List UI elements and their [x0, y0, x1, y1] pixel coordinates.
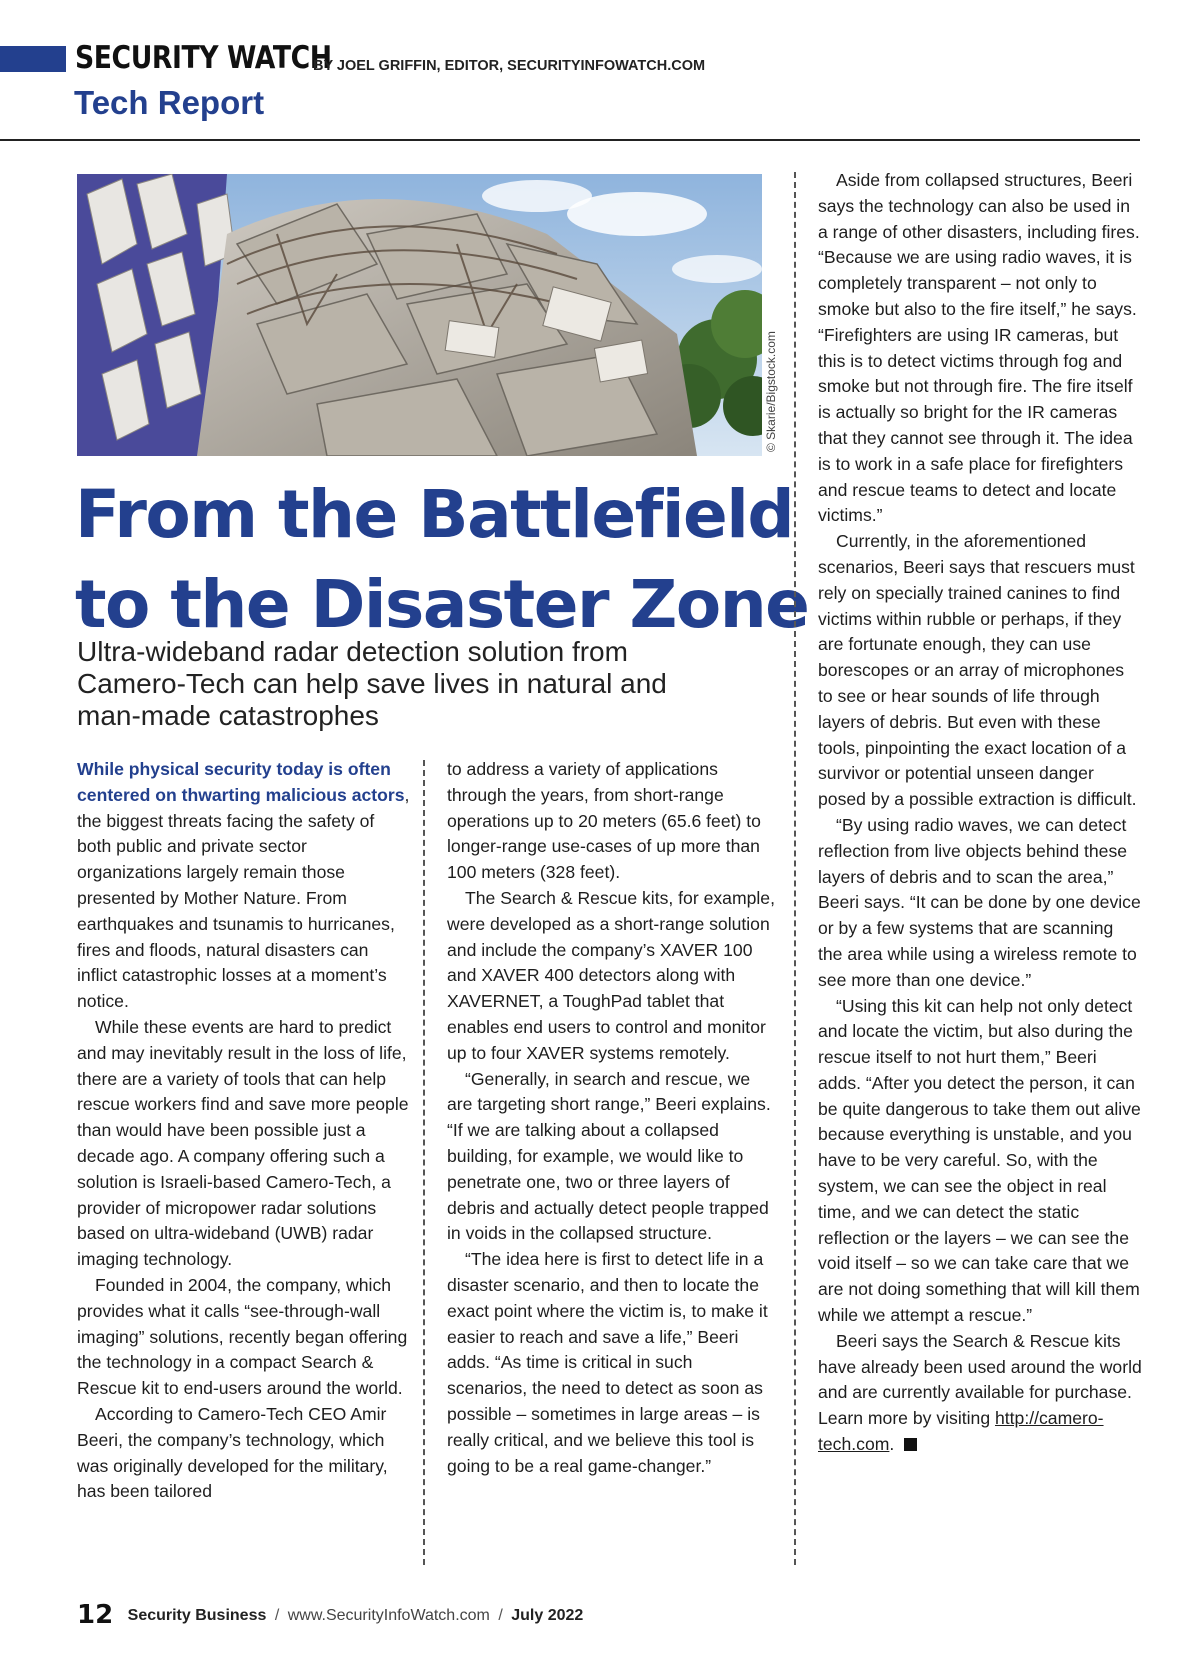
footer-separator: /	[498, 1607, 503, 1624]
camero-tech-link[interactable]: http://camero-tech.com	[818, 1408, 1104, 1455]
section-title: SECURITY WATCH	[75, 40, 332, 76]
article-paragraph: While these events are hard to predict and may inevitably result in the loss of life, there are a variety of tools that can help rescue workers find and save more people than would have been possible just a decade ago. A company offering such a solution is Israeli-based Camero-Tech, a provider of micropower radar solutions based on ultra-wideband (UWB) radar imaging technology.	[77, 1016, 409, 1270]
closing-text: Beeri says the Search & Rescue kits have already been used around the world and are currently available for purchase. Learn more by visiting	[818, 1330, 1142, 1429]
footer-separator: /	[274, 1607, 280, 1624]
article-paragraph: According to Camero-Tech CEO Amir Beeri, the company’s technology, which was originally developed for the military, has been tailored	[77, 1403, 388, 1502]
link-period: .	[889, 1434, 895, 1455]
headline-line-1: From the Battlefield	[75, 476, 794, 553]
footer-website: www.SecurityInfoWatch.com	[287, 1607, 490, 1624]
collapsed-building-illustration	[77, 174, 762, 456]
article-column-1	[77, 757, 413, 1505]
deck-line-1: Ultra-wideband radar detection solution from	[77, 636, 628, 667]
article-paragraph: “The idea here is first to detect life in a disaster scenario, and then to locate the exact point where the victim is, to make it easier to reach and save a life,” Beeri adds. “As time is critical in such scenarios, the need to detect as soon as possible – sometimes in large areas – is really critical, and we believe this tool is going to be a real game-changer.”	[447, 1249, 768, 1476]
deck-line-2: Camero-Tech can help save lives in natural and	[77, 668, 667, 699]
article-column-3	[818, 168, 1142, 1458]
lead-paragraph-text: , the biggest threats facing the safety of both public and private sector organizations largely remain those presented by Mother Nature. From earthquakes and tsunamis to hurricanes, fires and floods, natural disasters can inflict catastrophic losses at a moment’s notice.	[77, 784, 410, 1012]
deck-subheadline	[77, 636, 717, 732]
article-paragraph: “Using this kit can help not only detect and locate the victim, but also during the rescue itself to not hurt them,” Beeri adds. “After you detect the person, it can be quite dangerous to take them out alive because everything is unstable, and you have to be very careful. So, with the system, we can see the object in real time, and we can detect the static reflection or the layers – we can see the void itself – so we can take care that we are not doing something that will kill them while we attempt a rescue.”	[818, 995, 1141, 1326]
article-paragraph	[77, 757, 413, 1015]
article-paragraph: Currently, in the aforementioned scenarios, Beeri says that rescuers must rely on specially trained canines to find victims within rubble or perhaps, if they are fortunate enough, they can use borescopes or an array of microphones to see or hear sounds of life through layers of debris. But even with these tools, pinpointing the exact location of a survivor or potential unseen danger posed by a possible extraction is difficult.	[818, 531, 1137, 810]
page-number: 12	[77, 1600, 114, 1630]
headline-line-2: to the Disaster Zone	[75, 566, 809, 643]
header-accent-bar	[0, 46, 66, 72]
article-paragraph: “Generally, in search and rescue, we are targeting short range,” Beeri explains. “If we are talking about a collapsed building, for example, we would like to penetrate one, two or three layers of debris and actually detect people trapped in voids in the collapsed structure.	[447, 1068, 771, 1244]
column-divider	[423, 760, 425, 1565]
headline	[75, 470, 809, 650]
end-mark-icon	[904, 1438, 917, 1451]
article-paragraph: Founded in 2004, the company, which provides what it calls “see-through-wall imaging” solutions, recently began offering the technology in a compact Search & Rescue kit to end-users around the world.	[77, 1274, 408, 1399]
byline: BY JOEL GRIFFIN, EDITOR, SECURITYINFOWATCH.COM	[313, 58, 706, 74]
article-paragraph: The Search & Rescue kits, for example, were developed as a short-range solution and include the company’s XAVER 100 and XAVER 400 detectors along with XAVERNET, a ToughPad tablet that enables end users to control and monitor up to four XAVER systems remotely.	[447, 887, 775, 1063]
article-paragraph	[818, 1329, 1142, 1458]
deck-line-3: man-made catastrophes	[77, 700, 379, 731]
page-footer	[77, 1600, 583, 1630]
article-paragraph: to address a variety of applications through the years, from short-range operations up to 20 meters (65.6 feet) to longer-range use-cases of up more than 100 meters (328 feet).	[447, 759, 761, 883]
header-divider	[0, 139, 1140, 141]
publication-name: Security Business	[127, 1607, 267, 1624]
subsection-title: Tech Report	[74, 84, 265, 121]
column-divider	[794, 172, 796, 1565]
lead-in: While physical security today is often centered on thwarting malicious actors	[77, 759, 405, 805]
collapsed-building-photo	[77, 174, 762, 456]
issue-date: July 2022	[511, 1607, 584, 1624]
photo-credit: © Skarie/Bigstock.com	[764, 331, 778, 452]
article-paragraph: “By using radio waves, we can detect reflection from live objects behind these layers of debris and to scan the area,” Beeri says. “It can be done by one device or by a few systems that are scanning the area while using a wireless remote to see more than one device.”	[818, 814, 1141, 990]
article-column-2	[447, 757, 777, 1479]
article-paragraph: Aside from collapsed structures, Beeri says the technology can also be used in a range of other disasters, including fires. “Because we are using radio waves, it is completely transparent – not only to smoke but also to the fire itself,” he says. “Firefighters are using IR cameras, but this is to detect victims through fog and smoke but not through fire. The fire itself is actually so bright for the IR cameras that they cannot see through it. The idea is to work in a safe place for firefighters and rescue teams to detect and locate victims.”	[818, 170, 1140, 526]
